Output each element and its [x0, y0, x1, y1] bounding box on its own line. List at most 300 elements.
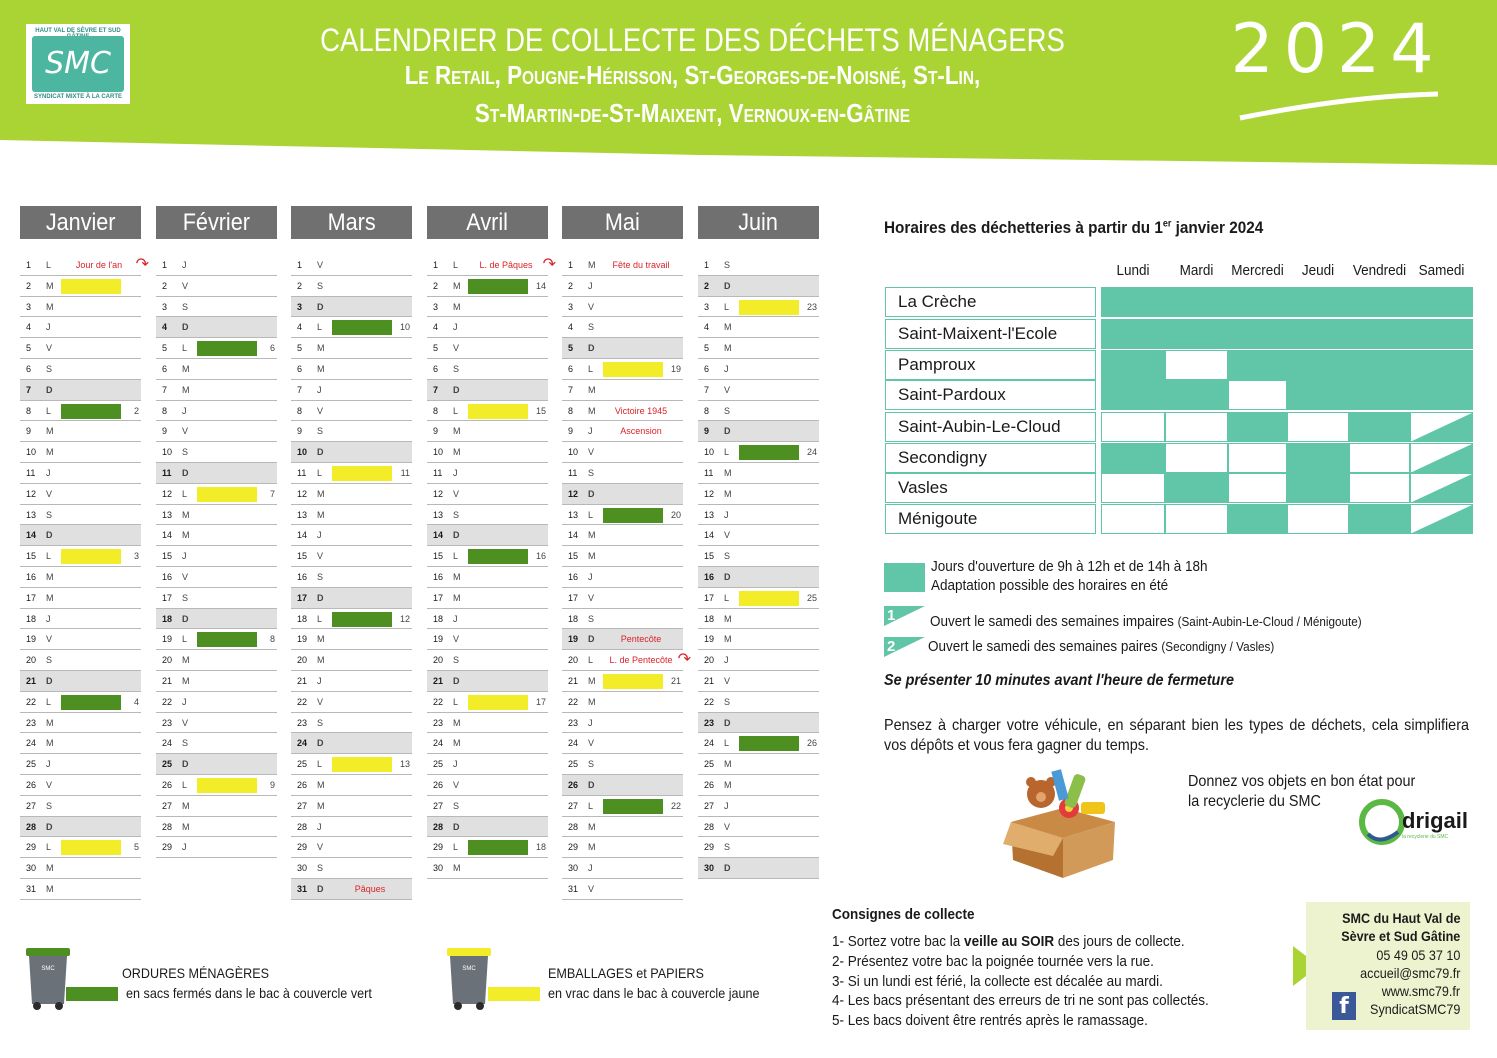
day-number: 24 [433, 738, 444, 749]
day-letter: L [46, 842, 52, 853]
day-number: 28 [433, 821, 444, 832]
day-letter: J [317, 384, 322, 395]
day-letter: D [724, 571, 731, 582]
day-row [698, 609, 819, 630]
day-number: 12 [704, 488, 715, 499]
day-row [156, 650, 277, 671]
schedule-cell [1165, 504, 1228, 534]
day-letter: J [588, 571, 593, 582]
day-letter: J [182, 260, 187, 270]
day-row [156, 297, 277, 318]
day-letter: M [182, 800, 190, 811]
day-row [20, 692, 141, 713]
day-row [156, 567, 277, 588]
week-number: 8 [269, 634, 275, 645]
day-number: 10 [162, 447, 173, 458]
schedule-cell [1165, 443, 1228, 473]
day-number: 3 [568, 301, 574, 312]
day-number: 8 [162, 405, 168, 416]
day-row [20, 858, 141, 879]
shift-arrow-icon: ↷ [542, 256, 556, 273]
day-number: 5 [162, 343, 168, 354]
day-row [562, 525, 683, 546]
day-letter: S [317, 571, 324, 582]
schedule-cell [1165, 350, 1228, 380]
column-header: Lundi [1116, 262, 1150, 279]
day-letter: V [588, 301, 595, 312]
day-letter: D [317, 738, 324, 749]
day-letter: S [46, 800, 53, 811]
day-row [562, 317, 683, 338]
day-row [698, 650, 819, 671]
schedule-cell [1101, 287, 1165, 317]
year: 2024 [1230, 10, 1444, 89]
day-number: 19 [433, 634, 444, 645]
day-row [562, 463, 683, 484]
schedule-cell [1101, 319, 1165, 349]
om-collect-bar [332, 320, 392, 335]
schedule-cell [1228, 443, 1287, 473]
day-row [291, 317, 412, 338]
day-letter: M [453, 592, 461, 603]
consigne-4: 4- Les bacs présentant des erreurs de tri ne sont pas collectés. [832, 992, 1209, 1009]
day-letter: M [182, 675, 190, 686]
schedule-cell [1287, 443, 1349, 473]
day-row [156, 733, 277, 754]
day-number: 19 [297, 634, 308, 645]
day-letter: D [588, 488, 595, 499]
day-row [20, 546, 141, 567]
contact-name-1: SMC du Haut Val de [1341, 910, 1460, 926]
day-letter: S [724, 260, 731, 270]
week-number: 17 [535, 696, 546, 707]
day-number: 13 [433, 509, 444, 520]
day-letter: M [724, 322, 732, 333]
day-letter: V [588, 738, 595, 749]
day-number: 20 [568, 655, 579, 666]
day-number: 27 [704, 800, 715, 811]
day-number: 28 [26, 821, 37, 832]
schedule-cell [1228, 504, 1287, 534]
day-letter: M [46, 883, 54, 894]
day-letter: M [46, 863, 54, 874]
schedule-cell [1410, 443, 1473, 473]
day-letter: V [46, 779, 53, 790]
day-number: 7 [433, 384, 439, 395]
day-letter: M [588, 384, 596, 395]
day-row [562, 609, 683, 630]
day-number: 6 [297, 363, 303, 374]
day-row [156, 401, 277, 422]
day-number: 27 [568, 800, 579, 811]
month-avril [427, 206, 556, 874]
day-number: 19 [162, 634, 173, 645]
day-row [291, 671, 412, 692]
day-letter: J [588, 426, 593, 437]
day-row [562, 567, 683, 588]
day-number: 15 [297, 551, 308, 562]
day-number: 31 [26, 883, 37, 894]
month-février [156, 206, 277, 853]
day-letter: M [724, 759, 732, 770]
day-letter: S [182, 447, 189, 458]
schedule-cell [1228, 350, 1287, 380]
day-number: 8 [26, 405, 32, 416]
day-letter: L [453, 551, 459, 562]
day-row [427, 317, 548, 338]
day-letter: J [182, 696, 187, 707]
day-number: 13 [162, 509, 173, 520]
holiday-label: Fête du travail [612, 260, 670, 270]
day-number: 23 [297, 717, 308, 728]
day-letter: M [317, 363, 325, 374]
day-row [698, 255, 819, 276]
day-number: 7 [297, 384, 303, 395]
day-letter: D [46, 530, 53, 541]
day-letter: D [317, 883, 324, 894]
month-mars [291, 206, 412, 894]
day-number: 4 [162, 322, 168, 333]
week-number: 18 [535, 842, 546, 853]
day-row [698, 858, 819, 879]
day-number: 5 [26, 343, 32, 354]
day-letter: L [46, 696, 52, 707]
day-number: 18 [297, 613, 308, 624]
schedule-cell [1101, 350, 1165, 380]
day-letter: L [46, 405, 52, 416]
day-row [20, 380, 141, 401]
day-letter: M [588, 405, 596, 416]
day-number: 25 [704, 759, 715, 770]
day-letter: M [46, 447, 54, 458]
day-list [156, 255, 277, 858]
day-number: 29 [162, 842, 173, 853]
day-number: 7 [568, 384, 574, 395]
day-number: 12 [26, 488, 37, 499]
day-number: 15 [162, 551, 173, 562]
day-row [427, 733, 548, 754]
day-letter: J [46, 759, 51, 770]
day-number: 11 [162, 467, 172, 478]
day-letter: V [453, 488, 460, 499]
logo-top-text: HAUT VAL DE SÈVRE ET SUD [35, 28, 121, 34]
day-number: 20 [704, 655, 715, 666]
day-number: 14 [704, 530, 715, 541]
day-letter: D [453, 530, 460, 541]
day-row [20, 255, 149, 276]
column-header: Mardi [1179, 262, 1214, 279]
schedule-cell [1349, 287, 1410, 317]
day-letter: M [453, 717, 461, 728]
day-row [562, 713, 683, 734]
day-row [698, 463, 819, 484]
day-number: 30 [704, 863, 715, 874]
week-number: 5 [133, 842, 139, 853]
schedule-cell [1410, 319, 1473, 349]
day-letter: S [46, 509, 53, 520]
schedule-cell [1101, 380, 1165, 410]
day-number: 29 [26, 842, 37, 853]
day-number: 21 [297, 675, 308, 686]
day-row [562, 692, 683, 713]
day-row [562, 754, 683, 775]
day-letter: M [46, 426, 54, 437]
day-number: 26 [26, 779, 37, 790]
day-number: 15 [704, 551, 715, 562]
day-row [156, 796, 277, 817]
week-number: 14 [535, 280, 546, 291]
legend-open-text-2: Adaptation possible des horaires en été [931, 577, 1169, 594]
contact-website[interactable]: www.smc79.fr [1381, 983, 1460, 999]
day-number: 6 [433, 363, 439, 374]
day-number: 4 [297, 322, 303, 333]
contact-facebook[interactable]: SyndicatSMC79 [1369, 1001, 1460, 1017]
day-number: 26 [704, 779, 715, 790]
week-number: 20 [670, 509, 681, 520]
day-row [698, 380, 819, 401]
om-collect-bar [61, 695, 121, 710]
day-number: 2 [704, 280, 710, 291]
day-row [427, 463, 548, 484]
day-number: 21 [704, 675, 715, 686]
day-letter: S [182, 592, 189, 603]
day-row [427, 629, 548, 650]
legend-open-swatch [884, 563, 925, 592]
day-number: 28 [568, 821, 579, 832]
day-row [20, 442, 141, 463]
day-number: 21 [433, 675, 444, 686]
day-number: 18 [704, 613, 715, 624]
day-number: 2 [297, 280, 303, 291]
svg-text:la recyclerie du SMC: la recyclerie du SMC [1402, 834, 1449, 840]
week-number: 15 [535, 405, 546, 416]
day-row [291, 733, 412, 754]
day-row [698, 733, 819, 754]
day-number: 3 [433, 301, 439, 312]
contact-email[interactable]: accueil@smc79.fr [1359, 965, 1460, 981]
day-number: 9 [26, 426, 32, 437]
yellow-bin-icon [447, 948, 491, 1010]
day-number: 2 [26, 280, 32, 291]
page-title: CALENDRIER DE COLLECTE DES DÉCHETS MÉNAGERS [320, 22, 1065, 58]
om-collect-bar [603, 799, 663, 814]
day-number: 30 [297, 863, 308, 874]
day-letter: L [724, 447, 730, 458]
emb-collect-bar [739, 591, 799, 606]
day-number: 31 [297, 883, 308, 894]
day-letter: L [724, 592, 730, 603]
day-number: 13 [704, 509, 715, 520]
day-row [562, 505, 683, 526]
day-letter: J [46, 613, 51, 624]
day-letter: V [182, 571, 189, 582]
day-number: 8 [704, 405, 710, 416]
day-row [698, 796, 819, 817]
day-row [698, 484, 819, 505]
day-letter: S [724, 842, 731, 853]
day-row [698, 775, 819, 796]
day-row [562, 297, 683, 318]
day-number: 15 [26, 551, 37, 562]
day-row [20, 837, 141, 858]
schedule-cell [1349, 473, 1410, 503]
logo-text: SMC [45, 46, 111, 81]
day-letter: D [46, 384, 53, 395]
day-letter: M [588, 821, 596, 832]
schedule-cell [1287, 412, 1349, 442]
day-letter: V [317, 405, 324, 416]
legend-odd-week-text: Ouvert le samedi des semaines impaires (Saint-Aubin-Le-Cloud / Ménigoute) [930, 613, 1362, 630]
day-number: 19 [704, 634, 715, 645]
day-number: 25 [568, 759, 579, 770]
day-row [427, 796, 548, 817]
day-row [291, 775, 412, 796]
holiday-label: Pâques [354, 883, 386, 894]
day-row [427, 609, 548, 630]
day-letter: L [724, 738, 730, 749]
day-number: 1 [162, 260, 168, 270]
day-number: 28 [297, 821, 308, 832]
day-number: 26 [568, 779, 579, 790]
day-row [427, 588, 548, 609]
day-number: 6 [568, 363, 574, 374]
day-row [698, 713, 819, 734]
day-row [291, 297, 412, 318]
day-row [20, 733, 141, 754]
day-row [291, 567, 412, 588]
day-number: 13 [568, 509, 579, 520]
holiday-label: L. de Pâques [479, 260, 533, 270]
day-number: 29 [297, 842, 308, 853]
day-letter: S [182, 738, 189, 749]
emb-collect-bar [197, 487, 257, 502]
day-row [291, 442, 412, 463]
om-collect-bar [197, 341, 257, 356]
day-letter: S [317, 426, 324, 437]
day-number: 17 [297, 592, 308, 603]
day-row [20, 775, 141, 796]
day-letter: S [317, 863, 324, 874]
day-letter: D [588, 634, 595, 645]
legend-even-week-icon: 2 [884, 637, 925, 657]
week-number: 16 [535, 551, 546, 562]
day-letter: L [724, 301, 730, 312]
day-row [562, 338, 683, 359]
day-letter: D [588, 779, 595, 790]
week-number: 6 [269, 343, 275, 354]
day-row [156, 442, 277, 463]
day-number: 6 [26, 363, 32, 374]
green-collect-swatch [66, 987, 118, 1001]
day-row [698, 359, 819, 380]
day-letter: M [453, 447, 461, 458]
month-header: Avril [427, 206, 548, 239]
day-letter: L [317, 759, 323, 770]
contact-phone[interactable]: 05 49 05 37 10 [1375, 947, 1460, 963]
day-row [427, 546, 548, 567]
day-number: 31 [568, 883, 579, 894]
day-letter: M [46, 280, 54, 291]
day-row [20, 484, 141, 505]
day-number: 16 [568, 571, 579, 582]
logo-bottom-text: SYNDICAT MIXTE À LA CARTE [34, 94, 122, 100]
consignes-title: Consignes de collecte [832, 906, 975, 923]
day-row [291, 817, 412, 838]
day-row [156, 421, 277, 442]
week-number: 24 [806, 447, 817, 458]
facebook-icon[interactable]: f [1332, 992, 1356, 1020]
day-row [291, 879, 412, 900]
emb-collect-bar [61, 279, 121, 294]
om-collect-bar [739, 445, 799, 460]
day-number: 11 [433, 467, 443, 478]
day-letter: M [453, 280, 461, 291]
schedule-cell [1287, 504, 1349, 534]
day-letter: M [724, 467, 732, 478]
day-row [427, 338, 548, 359]
day-number: 2 [433, 280, 439, 291]
day-row [291, 463, 412, 484]
day-letter: M [46, 717, 54, 728]
day-row [291, 421, 412, 442]
day-number: 24 [568, 738, 579, 749]
day-number: 27 [433, 800, 444, 811]
day-letter: M [182, 509, 190, 520]
day-letter: J [588, 280, 593, 291]
day-letter: D [182, 467, 189, 478]
day-letter: M [453, 426, 461, 437]
week-number: 22 [670, 800, 681, 811]
day-row [291, 713, 412, 734]
day-number: 7 [704, 384, 710, 395]
day-letter: V [453, 634, 460, 645]
day-row [562, 276, 683, 297]
day-number: 25 [26, 759, 37, 770]
day-letter: L [317, 467, 323, 478]
emb-collect-bar [332, 757, 392, 772]
day-row [20, 796, 141, 817]
saturday-week-type: 1 [1415, 514, 1424, 531]
column-header: Vendredi [1352, 262, 1407, 279]
day-letter: J [724, 800, 729, 811]
day-number: 10 [704, 447, 715, 458]
consigne-2: 2- Présentez votre bac la poignée tournée vers la rue. [832, 953, 1154, 970]
day-row [156, 505, 277, 526]
schedule-cell [1101, 443, 1165, 473]
day-letter: V [182, 717, 189, 728]
day-row [562, 442, 683, 463]
day-letter: L [453, 696, 459, 707]
schedule-cell [1287, 287, 1349, 317]
column-header: Samedi [1418, 262, 1465, 279]
day-row [562, 796, 683, 817]
day-row [698, 546, 819, 567]
emb-collect-bar [468, 695, 528, 710]
day-number: 9 [297, 426, 303, 437]
day-row [427, 692, 548, 713]
holiday-label: Victoire 1945 [614, 405, 668, 416]
day-row [291, 546, 412, 567]
holiday-label: Jour de l'an [75, 260, 123, 270]
day-row [562, 401, 683, 422]
day-row [156, 359, 277, 380]
day-letter: M [453, 301, 461, 312]
week-number: 21 [670, 675, 681, 686]
day-row [562, 733, 683, 754]
day-number: 18 [162, 613, 173, 624]
day-row [562, 546, 683, 567]
schedule-cell [1228, 380, 1287, 410]
